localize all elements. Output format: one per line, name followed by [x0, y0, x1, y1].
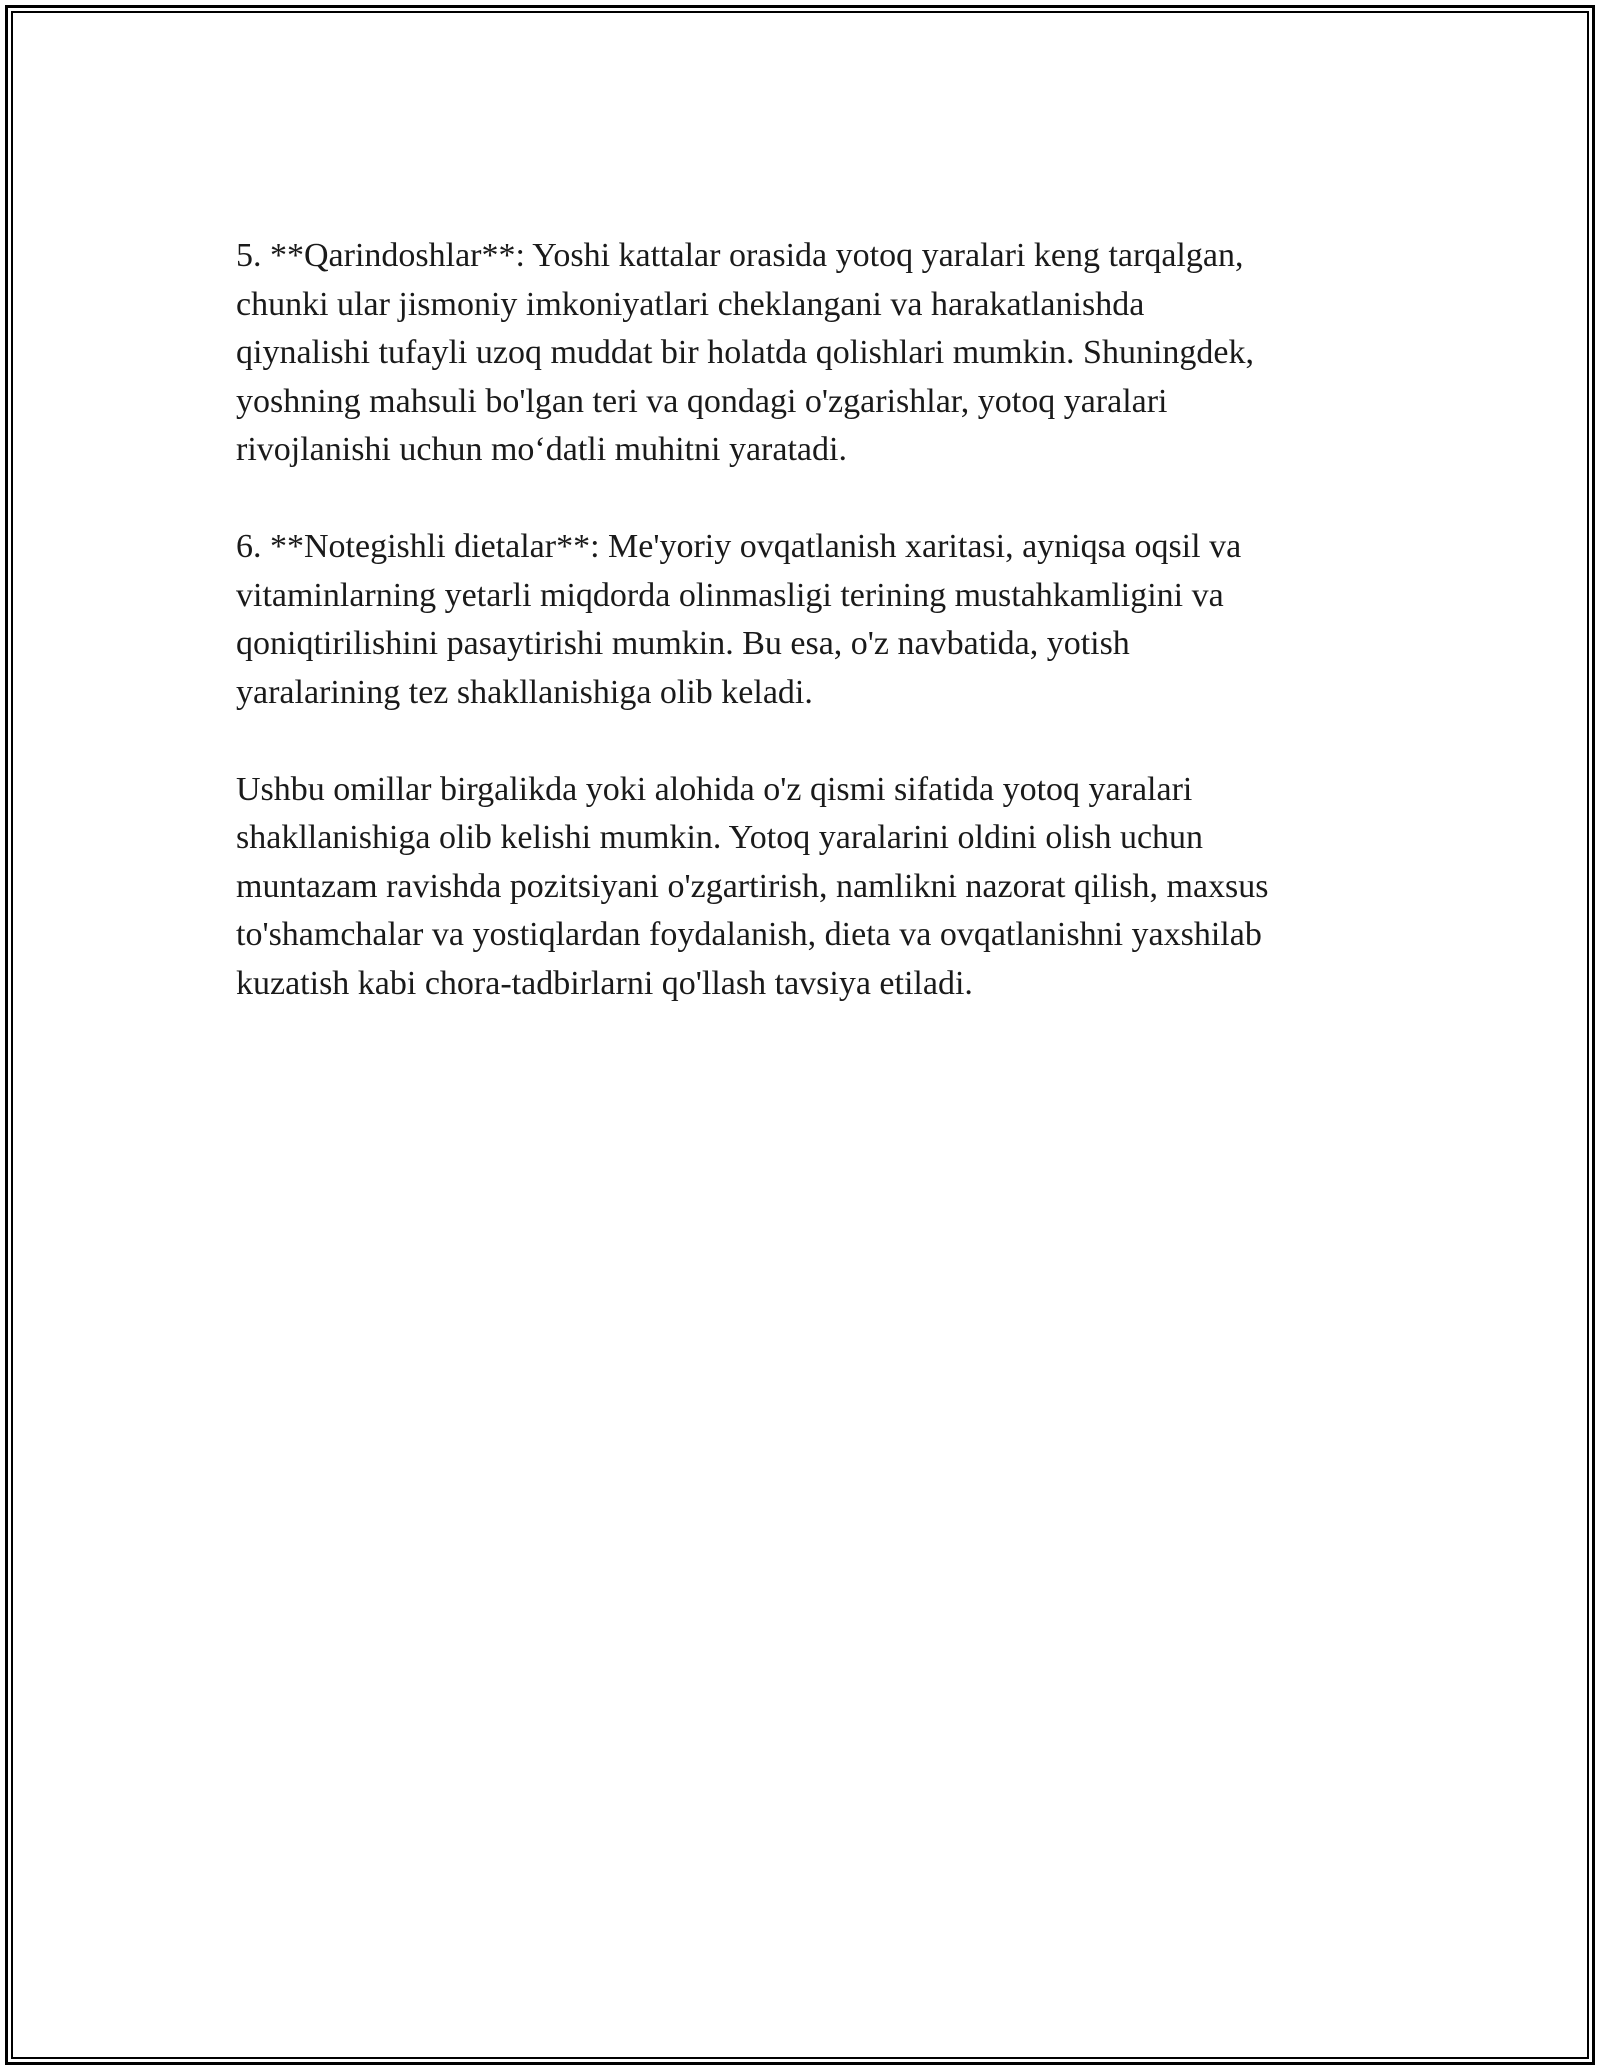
text-line: Ushbu omillar birgalikda yoki alohida o'z qismi sifatida yotoq yaralari	[236, 770, 1193, 808]
text-line: qiynalishi tufayli uzoq muddat bir holatda qolishlari mumkin. Shuningdek,	[236, 334, 1254, 371]
text-line: chunki ular jismoniy imkoniyatlari cheklangani va harakatlanishda	[236, 285, 1145, 323]
text-line: kuzatish kabi chora-tadbirlarni qo'llash tavsiya etiladi.	[236, 964, 973, 1002]
text-line: 5. **Qarindoshlar**: Yoshi kattalar orasida yotoq yaralari keng tarqalgan,	[236, 237, 1244, 274]
text-line: rivojlanishi uchun mo‘datli muhitni yaratadi.	[236, 431, 847, 468]
text-line: qoniqtirilishini pasaytirishi mumkin. Bu esa, o'z navbatida, yotish	[236, 625, 1130, 662]
document-body	[236, 232, 1366, 1057]
paragraph-conclusion	[236, 766, 1366, 1009]
text-line: muntazam ravishda pozitsiyani o'zgartirish, namlikni nazorat qilish, maxsus	[236, 867, 1269, 905]
text-line: vitaminlarning yetarli miqdorda olinmasligi terining mustahkamligini va	[236, 576, 1224, 614]
paragraph-relatives	[236, 232, 1366, 475]
text-line: shakllanishiga olib kelishi mumkin. Yotoq yaralarini oldini olish uchun	[236, 819, 1204, 856]
paragraph-diets	[236, 523, 1366, 717]
text-line: to'shamchalar va yostiqlardan foydalanish, dieta va ovqatlanishni yaxshilab	[236, 916, 1262, 953]
text-line: yaralarining tez shakllanishiga olib keladi.	[236, 673, 813, 711]
text-line: 6. **Notegishli dietalar**: Me'yoriy ovqatlanish xaritasi, ayniqsa oqsil va	[236, 528, 1242, 565]
text-line: yoshning mahsuli bo'lgan teri va qondagi o'zgarishlar, yotoq yaralari	[236, 382, 1168, 420]
